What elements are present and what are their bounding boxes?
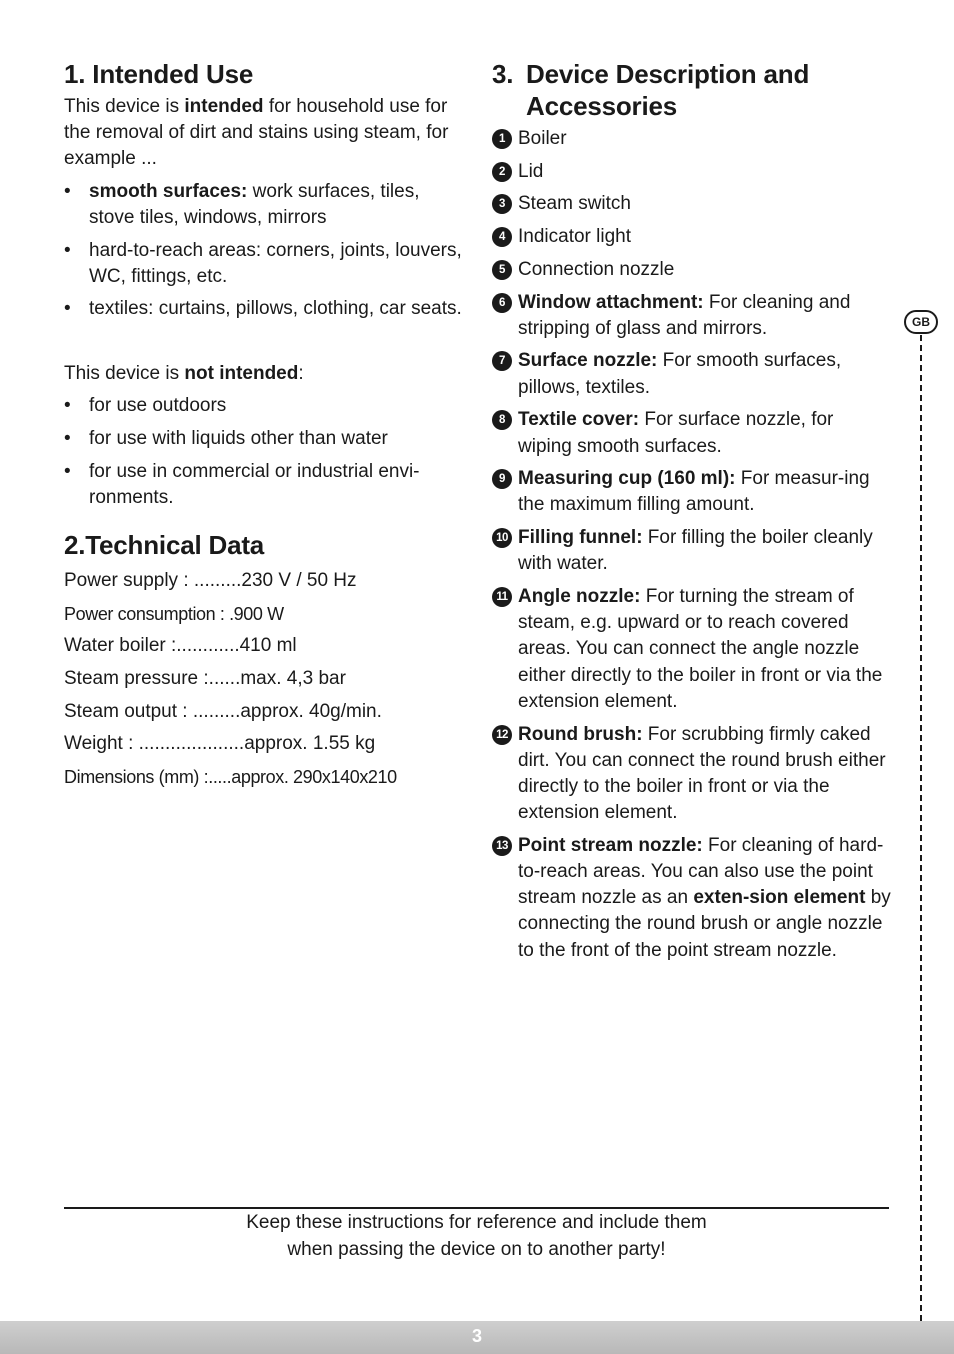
item-bold: Window attachment:: [518, 291, 704, 313]
tech-row: Steam pressure :......max. 4,3 bar: [64, 667, 346, 689]
item-desc: For measur-ing the maximum filling amount.: [518, 468, 870, 516]
not-intro-bold: not intended: [184, 363, 299, 385]
not-intro-text: This device is: [64, 363, 185, 385]
item-desc: For smooth surfaces, pillows, textiles.: [518, 350, 842, 398]
footer-line-1: Keep these instructions for reference and include them: [246, 1212, 707, 1233]
intended-use-list: [64, 179, 464, 323]
number-badge-icon: 1: [492, 129, 512, 149]
item-desc: For filling the boiler cleanly with water.: [518, 527, 873, 575]
item-desc: For surface nozzle, for wiping smooth surfaces.: [518, 409, 834, 457]
list-item: [492, 159, 892, 185]
item-desc: Indicator light: [518, 226, 632, 248]
list-item: [492, 224, 892, 250]
number-badge-icon: 4: [492, 227, 512, 247]
list-item-text: work surfaces, tiles, stove tiles, windows, mirrors: [89, 180, 420, 228]
item-bold: Angle nozzle:: [518, 586, 641, 608]
number-badge-icon: 8: [492, 410, 512, 430]
dashed-divider: [920, 335, 922, 1321]
list-item: [492, 407, 892, 459]
number-badge-icon: 10: [492, 528, 512, 548]
item-desc: For cleaning of hard-to-reach areas. You can also use the point stream nozzle as an: [518, 834, 884, 909]
list-item: [492, 584, 892, 715]
tech-row: Power supply : .........230 V / 50 Hz: [64, 570, 357, 592]
item-text: [518, 722, 892, 827]
device-description-heading: [492, 58, 892, 122]
item-desc: Lid: [518, 160, 544, 182]
list-item: [492, 833, 892, 964]
right-column: [492, 58, 892, 970]
list-item-text: textiles: curtains, pillows, clothing, car seats.: [89, 298, 462, 320]
list-item: [492, 466, 892, 518]
item-text: [518, 191, 892, 217]
item-text: [518, 466, 892, 518]
intended-use-heading: 1. Intended Use: [64, 59, 254, 89]
list-item: [64, 238, 464, 290]
item-text: [518, 348, 892, 400]
item-text: [518, 407, 892, 459]
left-column: [64, 58, 464, 793]
item-text: [518, 159, 892, 185]
item-bold: Surface nozzle:: [518, 350, 658, 372]
item-bold: Measuring cup (160 ml):: [518, 468, 736, 490]
intro-text: This device is: [64, 96, 185, 117]
language-badge: GB: [904, 310, 938, 334]
list-item-text: hard-to-reach areas: corners, joints, louvers, WC, fittings, etc.: [89, 239, 462, 287]
tech-row: Dimensions (mm) :.....approx. 290x140x210: [64, 766, 397, 787]
page-number: 3: [471, 1326, 482, 1346]
item-desc: Connection nozzle: [518, 258, 675, 280]
technical-data-heading: 2.Technical Data: [64, 530, 265, 561]
item-desc: For cleaning and stripping of glass and mirrors.: [518, 291, 851, 339]
item-desc: For scrubbing firmly caked dirt. You can connect the round brush either directly to the boiler in front or via the extension element.: [518, 723, 886, 824]
number-badge-icon: 2: [492, 162, 512, 182]
item-desc: Boiler: [518, 128, 567, 149]
number-badge-icon: 12: [492, 725, 512, 745]
item-bold-inline: exten-sion element: [693, 887, 866, 909]
list-item: [492, 525, 892, 577]
tech-row: Power consumption : .900 W: [64, 603, 284, 624]
list-item: [64, 179, 464, 231]
list-item: [492, 290, 892, 342]
heading-text: Device Description and Accessories: [526, 59, 810, 121]
list-item: [64, 296, 464, 322]
number-badge-icon: 13: [492, 836, 512, 856]
intended-use-intro: [64, 94, 464, 173]
tech-row: Water boiler :............410 ml: [64, 635, 297, 657]
list-item: [492, 191, 892, 217]
item-text: [518, 126, 892, 152]
list-item-bold: smooth surfaces:: [89, 180, 248, 202]
item-text: [518, 257, 892, 283]
tech-row: Steam output : .........approx. 40g/min.: [64, 700, 382, 722]
list-item: [492, 722, 892, 827]
item-bold: Round brush:: [518, 723, 643, 745]
footer-divider: [64, 1207, 889, 1209]
intro-bold: intended: [184, 96, 264, 117]
list-item: [492, 348, 892, 400]
item-text: [518, 584, 892, 715]
number-badge-icon: 9: [492, 469, 512, 489]
heading-number: 3.: [492, 59, 514, 89]
list-item: [492, 257, 892, 283]
item-bold: Filling funnel:: [518, 527, 643, 549]
list-item: [492, 126, 892, 152]
footer-line-2: when passing the device on to another party!: [287, 1238, 666, 1260]
list-item: • for use outdoors: [64, 393, 464, 419]
technical-data-table: [64, 565, 464, 793]
item-desc: Steam switch: [518, 193, 631, 215]
item-desc-rest: by connecting the round brush or angle nozzle to the front of the point stream nozzle.: [518, 887, 891, 961]
not-intended-intro: [64, 361, 464, 387]
number-badge-icon: 6: [492, 293, 512, 313]
number-badge-icon: 5: [492, 260, 512, 280]
not-intro-colon: :: [298, 363, 304, 385]
item-desc: For turning the stream of steam, e.g. upward or to reach covered areas. You can connect the angle nozzle either directly to the boiler in front or via the extension element.: [518, 586, 883, 712]
item-text: [518, 833, 892, 964]
number-badge-icon: 3: [492, 194, 512, 214]
number-badge-icon: 7: [492, 351, 512, 371]
item-text: [518, 224, 892, 250]
intro-text-rest: for household use for the removal of dirt and stains using steam, for example ...: [64, 96, 449, 170]
list-item: • for use in commercial or industrial envi-ronments.: [64, 459, 464, 511]
item-text: [518, 525, 892, 577]
number-badge-icon: 11: [492, 587, 512, 607]
tech-row: Weight : ....................approx. 1.55 kg: [64, 733, 376, 755]
footer-note: [64, 1210, 889, 1263]
item-bold: Textile cover:: [518, 409, 640, 431]
item-text: [518, 290, 892, 342]
list-item: • for use with liquids other than water: [64, 426, 464, 452]
not-intended-list: [64, 393, 464, 511]
accessories-list: [492, 126, 892, 964]
item-bold: Point stream nozzle:: [518, 834, 703, 856]
